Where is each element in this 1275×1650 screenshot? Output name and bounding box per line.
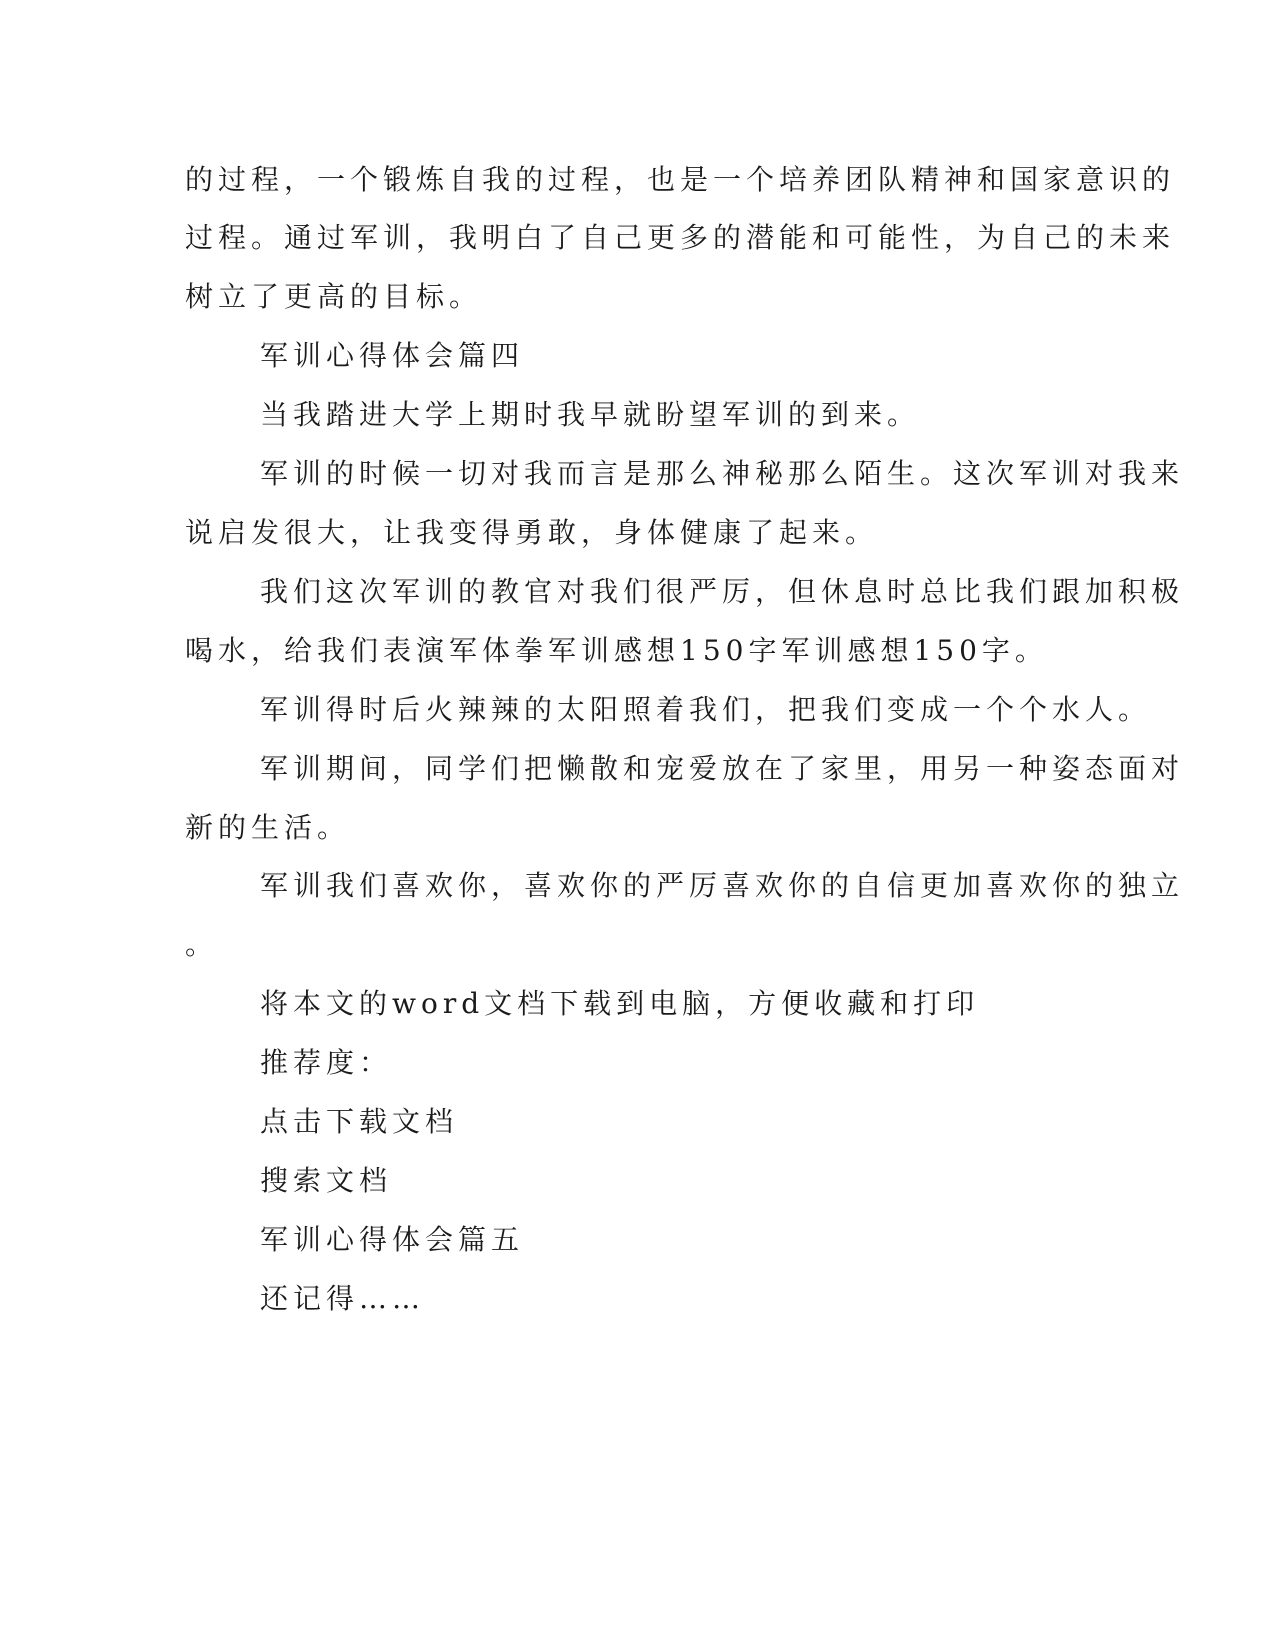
paragraph-line: 军训期间，同学们把懒散和宠爱放在了家里，用另一种姿态面对	[260, 752, 1185, 785]
search-document-link[interactable]: 搜索文档	[260, 1164, 393, 1197]
paragraph-line: 的过程，一个锻炼自我的过程，也是一个培养团队精神和国家意识的	[185, 163, 1176, 196]
paragraph-line: 新的生活。	[185, 811, 351, 844]
section-heading: 军训心得体会篇四	[260, 339, 525, 372]
download-note: 将本文的word文档下载到电脑，方便收藏和打印	[260, 987, 980, 1020]
paragraph-line: 军训得时后火辣辣的太阳照着我们，把我们变成一个个水人。	[260, 693, 1152, 726]
paragraph-line: 我们这次军训的教官对我们很严厉，但休息时总比我们跟加积极	[260, 575, 1185, 608]
section-heading: 军训心得体会篇五	[260, 1223, 525, 1256]
paragraph-line: 当我踏进大学上期时我早就盼望军训的到来。	[260, 398, 921, 431]
paragraph-line: 过程。通过军训，我明白了自己更多的潜能和可能性，为自己的未来	[185, 221, 1176, 254]
paragraph-line: 树立了更高的目标。	[185, 280, 483, 313]
paragraph-line: 还记得……	[260, 1282, 426, 1315]
download-document-link[interactable]: 点击下载文档	[260, 1105, 459, 1138]
paragraph-line: 。	[185, 928, 219, 961]
paragraph-line: 喝水，给我们表演军体拳军训感想150字军训感想150字。	[185, 634, 1048, 667]
paragraph-line: 军训的时候一切对我而言是那么神秘那么陌生。这次军训对我来	[260, 457, 1185, 490]
paragraph-line: 说启发很大，让我变得勇敢，身体健康了起来。	[185, 516, 879, 549]
paragraph-line: 军训我们喜欢你，喜欢你的严厉喜欢你的自信更加喜欢你的独立	[260, 869, 1185, 902]
recommendation-label: 推荐度：	[260, 1046, 393, 1079]
